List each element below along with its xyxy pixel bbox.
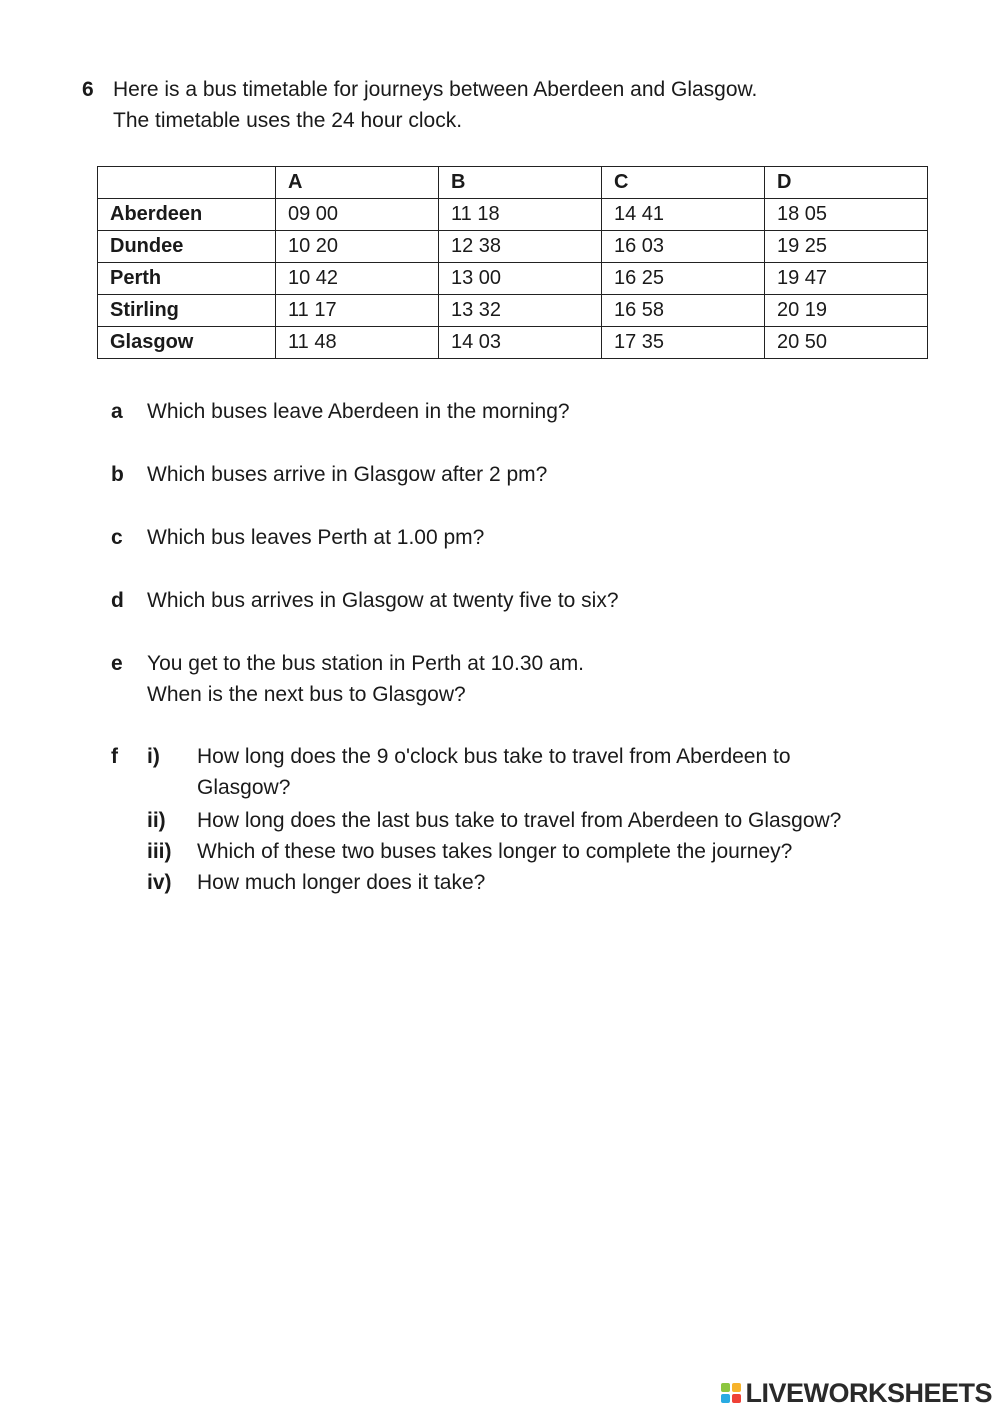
part-letter: f — [111, 745, 118, 768]
part-letter: e — [111, 652, 123, 675]
time-cell: 14 03 — [439, 327, 602, 359]
column-header-d: D — [765, 167, 928, 199]
time-cell: 16 25 — [602, 263, 765, 295]
time-cell: 12 38 — [439, 231, 602, 263]
time-cell: 19 25 — [765, 231, 928, 263]
bus-timetable — [97, 166, 928, 359]
stop-name: Glasgow — [98, 327, 276, 359]
stop-name: Stirling — [98, 295, 276, 327]
time-cell: 13 32 — [439, 295, 602, 327]
time-cell: 17 35 — [602, 327, 765, 359]
time-cell: 11 48 — [276, 327, 439, 359]
time-cell: 20 50 — [765, 327, 928, 359]
question-intro-line1: Here is a bus timetable for journeys between Aberdeen and Glasgow. — [113, 78, 758, 101]
table-row — [98, 231, 928, 263]
time-cell: 13 00 — [439, 263, 602, 295]
part-question-line2: When is the next bus to Glasgow? — [147, 683, 466, 706]
part-question-line1: You get to the bus station in Perth at 10.30 am. — [147, 652, 585, 675]
time-cell: 09 00 — [276, 199, 439, 231]
sub-numeral: ii) — [147, 809, 166, 832]
time-cell: 19 47 — [765, 263, 928, 295]
part-letter: a — [111, 400, 123, 423]
part-question: Which bus arrives in Glasgow at twenty five to six? — [147, 589, 619, 612]
sub-question-line1: How long does the 9 o'clock bus take to travel from Aberdeen to — [197, 745, 791, 768]
time-cell: 16 03 — [602, 231, 765, 263]
sub-question: How long does the last bus take to travel from Aberdeen to Glasgow? — [197, 809, 842, 832]
stop-name: Perth — [98, 263, 276, 295]
time-cell: 10 42 — [276, 263, 439, 295]
column-header-b: B — [439, 167, 602, 199]
time-cell: 10 20 — [276, 231, 439, 263]
stop-name: Dundee — [98, 231, 276, 263]
sub-numeral: i) — [147, 745, 160, 768]
time-cell: 11 17 — [276, 295, 439, 327]
sub-numeral: iii) — [147, 840, 172, 863]
part-letter: c — [111, 526, 123, 549]
logo-square — [721, 1383, 730, 1392]
liveworksheets-logo-icon — [721, 1383, 741, 1403]
liveworksheets-logo — [721, 1378, 992, 1408]
sub-question: Which of these two buses takes longer to complete the journey? — [197, 840, 793, 863]
table-row — [98, 327, 928, 359]
table-row — [98, 263, 928, 295]
logo-square — [721, 1394, 730, 1403]
part-letter: b — [111, 463, 124, 486]
time-cell: 18 05 — [765, 199, 928, 231]
logo-square — [732, 1394, 741, 1403]
part-question: Which bus leaves Perth at 1.00 pm? — [147, 526, 485, 549]
table-row — [98, 295, 928, 327]
timetable-header-row — [98, 167, 928, 199]
sub-numeral: iv) — [147, 871, 172, 894]
sub-question: How much longer does it take? — [197, 871, 486, 894]
part-question: Which buses leave Aberdeen in the morning? — [147, 400, 570, 423]
question-number: 6 — [82, 78, 94, 101]
stop-name: Aberdeen — [98, 199, 276, 231]
time-cell: 11 18 — [439, 199, 602, 231]
timetable-corner-cell — [98, 167, 276, 199]
column-header-a: A — [276, 167, 439, 199]
column-header-c: C — [602, 167, 765, 199]
question-intro-line2: The timetable uses the 24 hour clock. — [113, 109, 463, 132]
part-letter: d — [111, 589, 124, 612]
part-question: Which buses arrive in Glasgow after 2 pm? — [147, 463, 548, 486]
sub-question-line2: Glasgow? — [197, 776, 291, 799]
table-row — [98, 199, 928, 231]
time-cell: 16 58 — [602, 295, 765, 327]
time-cell: 20 19 — [765, 295, 928, 327]
logo-square — [732, 1383, 741, 1392]
liveworksheets-logo-text: LIVEWORKSHEETS — [745, 1377, 992, 1408]
time-cell: 14 41 — [602, 199, 765, 231]
